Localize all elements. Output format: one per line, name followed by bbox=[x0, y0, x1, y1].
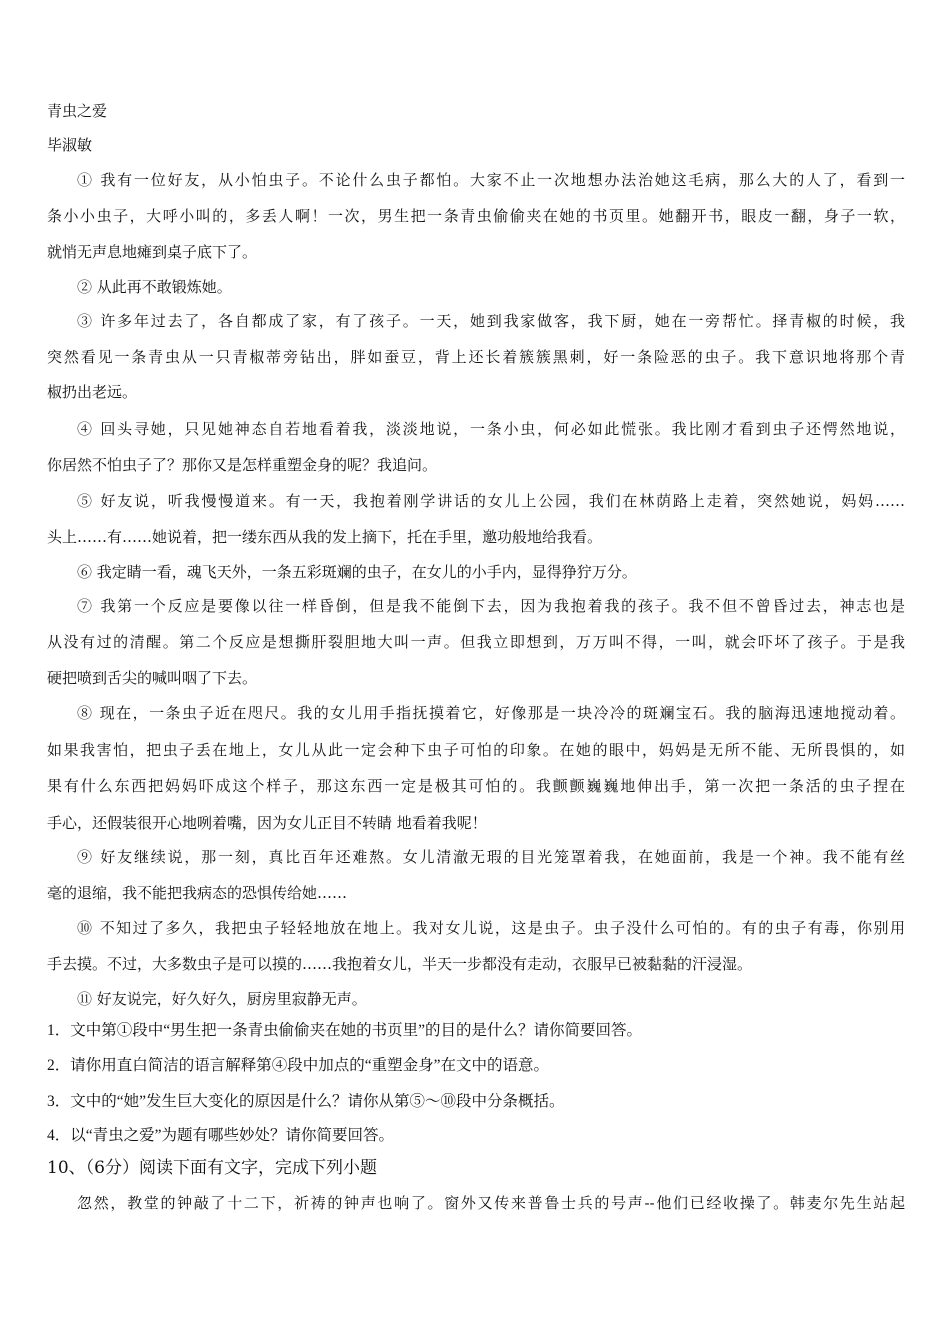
question-4: 4．以“青虫之爱”为题有哪些妙处？请你简要回答。 bbox=[47, 1127, 395, 1144]
paragraph-line: 椒扔出老远。 bbox=[47, 383, 138, 401]
article-title: 青虫之爱 bbox=[47, 102, 108, 120]
paragraph-line: ⑦ 我第一个反应是要像以往一样昏倒，但是我不能倒下去，因为我抱着我的孩子。我不但不曾昏过去，神志也是 bbox=[77, 597, 905, 615]
paragraph-line: 手心，还假装很开心地咧着嘴，因为女儿正目不转睛 地看着我呢！ bbox=[47, 814, 487, 832]
paragraph-line: ⑨ 好友继续说，那一刻，真比百年还难熬。女儿清澈无瑕的目光笼罩着我，在她面前，我是一个神。我不能有丝 bbox=[77, 848, 905, 866]
paragraph-line: ⑤ 好友说，听我慢慢道来。有一天，我抱着刚学讲话的女儿上公园，我们在林荫路上走着，突然她说，妈妈…… bbox=[77, 492, 905, 510]
paragraph-line: ④ 回头寻她，只见她神态自若地看着我，淡淡地说，一条小虫，何必如此慌张。我比刚才看到虫子还愕然地说， bbox=[77, 420, 905, 438]
paragraph-line: ① 我有一位好友，从小怕虫子。不论什么虫子都怕。大家不止一次地想办法治她这毛病，那么大的人了，看到一 bbox=[77, 171, 905, 189]
paragraph-line: 条小小虫子，大呼小叫的，多丢人啊！一次，男生把一条青虫偷偷夹在她的书页里。她翻开书，眼皮一翻，身子一软， bbox=[47, 207, 905, 225]
question-3: 3．文中的“她”发生巨大变化的原因是什么？请你从第⑤～⑩段中分条概括。 bbox=[47, 1093, 565, 1110]
question-2: 2．请你用直白简洁的语言解释第④段中加点的“重塑金身”在文中的语意。 bbox=[47, 1057, 550, 1074]
paragraph-line: 头上……有……她说着，把一缕东西从我的发上摘下，托在手里，邀功般地给我看。 bbox=[47, 528, 603, 546]
paragraph-line: 如果我害怕，把虫子丢在地上，女儿从此一定会种下虫子可怕的印象。在她的眼中，妈妈是无所不能、无所畏惧的，如 bbox=[47, 741, 905, 759]
paragraph-line: 毫的退缩，我不能把我病态的恐惧传给她…… bbox=[47, 884, 348, 902]
paragraph-line: 果有什么东西把妈妈吓成这个样子，那这东西一定是极其可怕的。我颤颤巍巍地伸出手，第一次把一条活的虫子捏在 bbox=[47, 777, 905, 795]
section-first-line: 忽然，教堂的钟敲了十二下，祈祷的钟声也响了。窗外又传来普鲁士兵的号声--他们已经收操了。韩麦尔先生站起 bbox=[77, 1194, 905, 1212]
paragraph-line: ⑩ 不知过了多久，我把虫子轻轻地放在地上。我对女儿说，这是虫子。虫子没什么可怕的。有的虫子有毒，你别用 bbox=[77, 919, 905, 937]
paragraph-line: ② 从此再不敢锻炼她。 bbox=[77, 278, 232, 296]
paragraph-line: 你居然不怕虫子了？那你又是怎样重塑金身的呢？我追问。 bbox=[47, 456, 438, 474]
paragraph-line: 突然看见一条青虫从一只青椒蒂旁钻出，胖如蚕豆，背上还长着簇簇黑刺，好一条险恶的虫子。我下意识地将那个青 bbox=[47, 348, 905, 366]
paragraph-line: ⑧ 现在，一条虫子近在咫尺。我的女儿用手指抚摸着它，好像那是一块冷冷的斑斓宝石。我的脑海迅速地搅动着。 bbox=[77, 704, 905, 722]
section-heading: 10、（6分）阅读下面有文字，完成下列小题 bbox=[47, 1158, 377, 1178]
paragraph-line: 就悄无声息地瘫到桌子底下了。 bbox=[47, 243, 258, 261]
article-author: 毕淑敏 bbox=[47, 136, 93, 154]
paragraph-line: 硬把喷到舌尖的喊叫咽了下去。 bbox=[47, 669, 258, 687]
paragraph-line: ⑪ 好友说完，好久好久，厨房里寂静无声。 bbox=[77, 990, 367, 1008]
paragraph-line: ⑥ 我定睛一看，魂飞天外，一条五彩斑斓的虫子，在女儿的小手内，显得狰狞万分。 bbox=[77, 563, 637, 581]
paragraph-line: 从没有过的清醒。第二个反应是想撕肝裂胆地大叫一声。但我立即想到，万万叫不得，一叫，就会吓坏了孩子。于是我 bbox=[47, 633, 905, 651]
paragraph-line: 手去摸。不过，大多数虫子是可以摸的……我抱着女儿，半天一步都没有走动，衣服早已被黏黏的汗浸湿。 bbox=[47, 955, 753, 973]
paragraph-line: ③ 许多年过去了，各自都成了家，有了孩子。一天，她到我家做客，我下厨，她在一旁帮忙。择青椒的时候，我 bbox=[77, 312, 905, 330]
question-1: 1．文中第①段中“男生把一条青虫偷偷夹在她的书页里”的目的是什么？请你简要回答。 bbox=[47, 1022, 643, 1039]
